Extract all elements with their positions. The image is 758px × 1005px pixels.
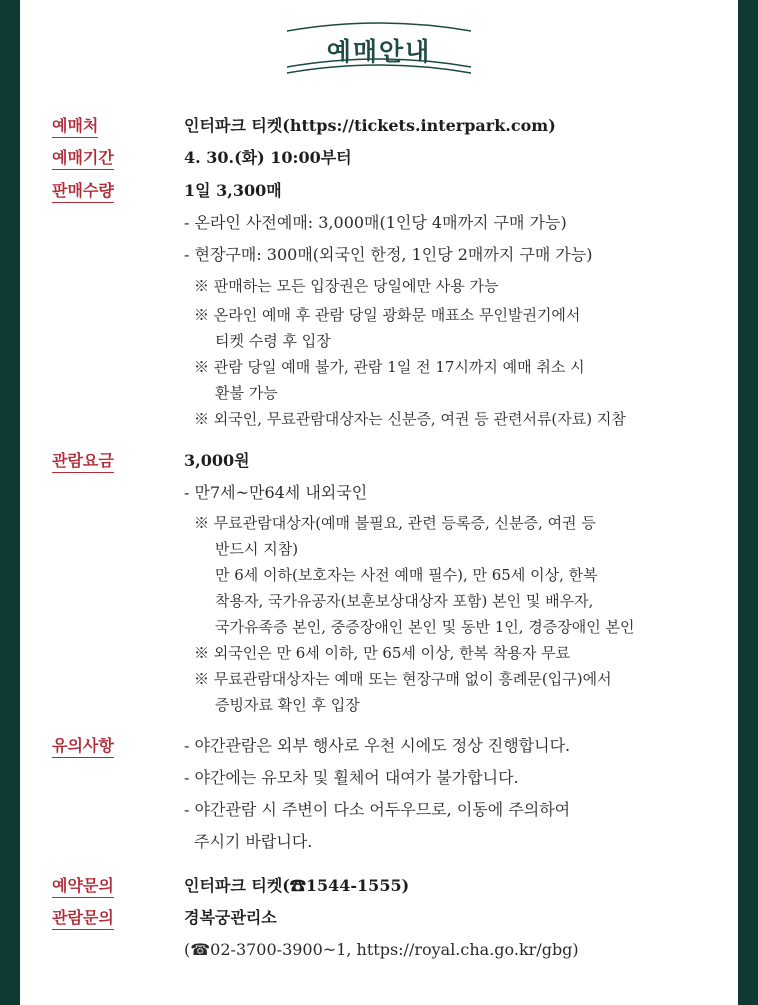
fee-line: - 만7세~만64세 내외국인 — [184, 483, 368, 502]
quantity-value: 1일 3,300매 — [184, 181, 282, 200]
fee-note: 착용자, 국가유공자(보훈보상대상자 포함) 본인 및 배우자, — [215, 592, 594, 610]
label-booking-contact: 예약문의 — [52, 876, 114, 898]
label-visit-contact: 관람문의 — [52, 908, 114, 930]
left-border — [0, 0, 20, 1005]
notes-line: 주시기 바랍니다. — [194, 832, 313, 851]
title-banner — [285, 18, 473, 82]
fee-note: ※ 외국인은 만 6세 이하, 만 65세 이상, 한복 착용자 무료 — [194, 644, 571, 662]
fee-note: 반드시 지참) — [215, 540, 299, 558]
quantity-line: - 현장구매: 300매(외국인 한정, 1인당 2매까지 구매 가능) — [184, 245, 593, 264]
notes-line: - 야간관람 시 주변이 다소 어두우므로, 이동에 주의하여 — [184, 800, 571, 819]
quantity-note: 티켓 수령 후 입장 — [215, 332, 331, 350]
label-sale: 예매처 — [52, 116, 98, 138]
fee-note: 국가유족증 본인, 중증장애인 본인 및 동반 1인, 경증장애인 본인 — [215, 618, 635, 636]
quantity-note: ※ 관람 당일 예매 불가, 관람 1일 전 17시까지 예매 취소 시 — [194, 358, 585, 376]
quantity-note: ※ 외국인, 무료관람대상자는 신분증, 여권 등 관련서류(자료) 지참 — [194, 410, 626, 428]
label-notes: 유의사항 — [52, 736, 114, 758]
right-border — [738, 0, 758, 1005]
fee-note: 증빙자료 확인 후 입장 — [215, 696, 360, 714]
quantity-line: - 온라인 사전예매: 3,000매(1인당 4매까지 구매 가능) — [184, 213, 567, 232]
visit-contact-value: 경복궁관리소 — [184, 908, 277, 927]
visit-contact-line: (☎02-3700-3900~1, https://royal.cha.go.kr/gbg) — [184, 940, 579, 959]
period-value: 4. 30.(화) 10:00부터 — [184, 148, 352, 167]
page-title: 예매안내 — [326, 37, 432, 66]
fee-value: 3,000원 — [184, 451, 250, 470]
quantity-note: ※ 판매하는 모든 입장권은 당일에만 사용 가능 — [194, 277, 499, 295]
label-period: 예매기간 — [52, 148, 114, 170]
notes-line: - 야간에는 유모차 및 휠체어 대여가 불가합니다. — [184, 768, 519, 787]
fee-note: 만 6세 이하(보호자는 사전 예매 필수), 만 65세 이상, 한복 — [215, 566, 598, 584]
notes-line: - 야간관람은 외부 행사로 우천 시에도 정상 진행합니다. — [184, 736, 571, 755]
label-fee: 관람요금 — [52, 451, 114, 473]
fee-note: ※ 무료관람대상자(예매 불필요, 관련 등록증, 신분증, 여권 등 — [194, 514, 596, 532]
sale-value: 인터파크 티켓(https://tickets.interpark.com) — [184, 116, 556, 135]
quantity-note: 환불 가능 — [215, 384, 278, 402]
booking-contact-value: 인터파크 티켓(☎1544-1555) — [184, 876, 410, 895]
quantity-note: ※ 온라인 예매 후 관람 당일 광화문 매표소 무인발권기에서 — [194, 306, 581, 324]
fee-note: ※ 무료관람대상자는 예매 또는 현장구매 없이 흥례문(입구)에서 — [194, 670, 612, 688]
label-quantity: 판매수량 — [52, 181, 114, 203]
